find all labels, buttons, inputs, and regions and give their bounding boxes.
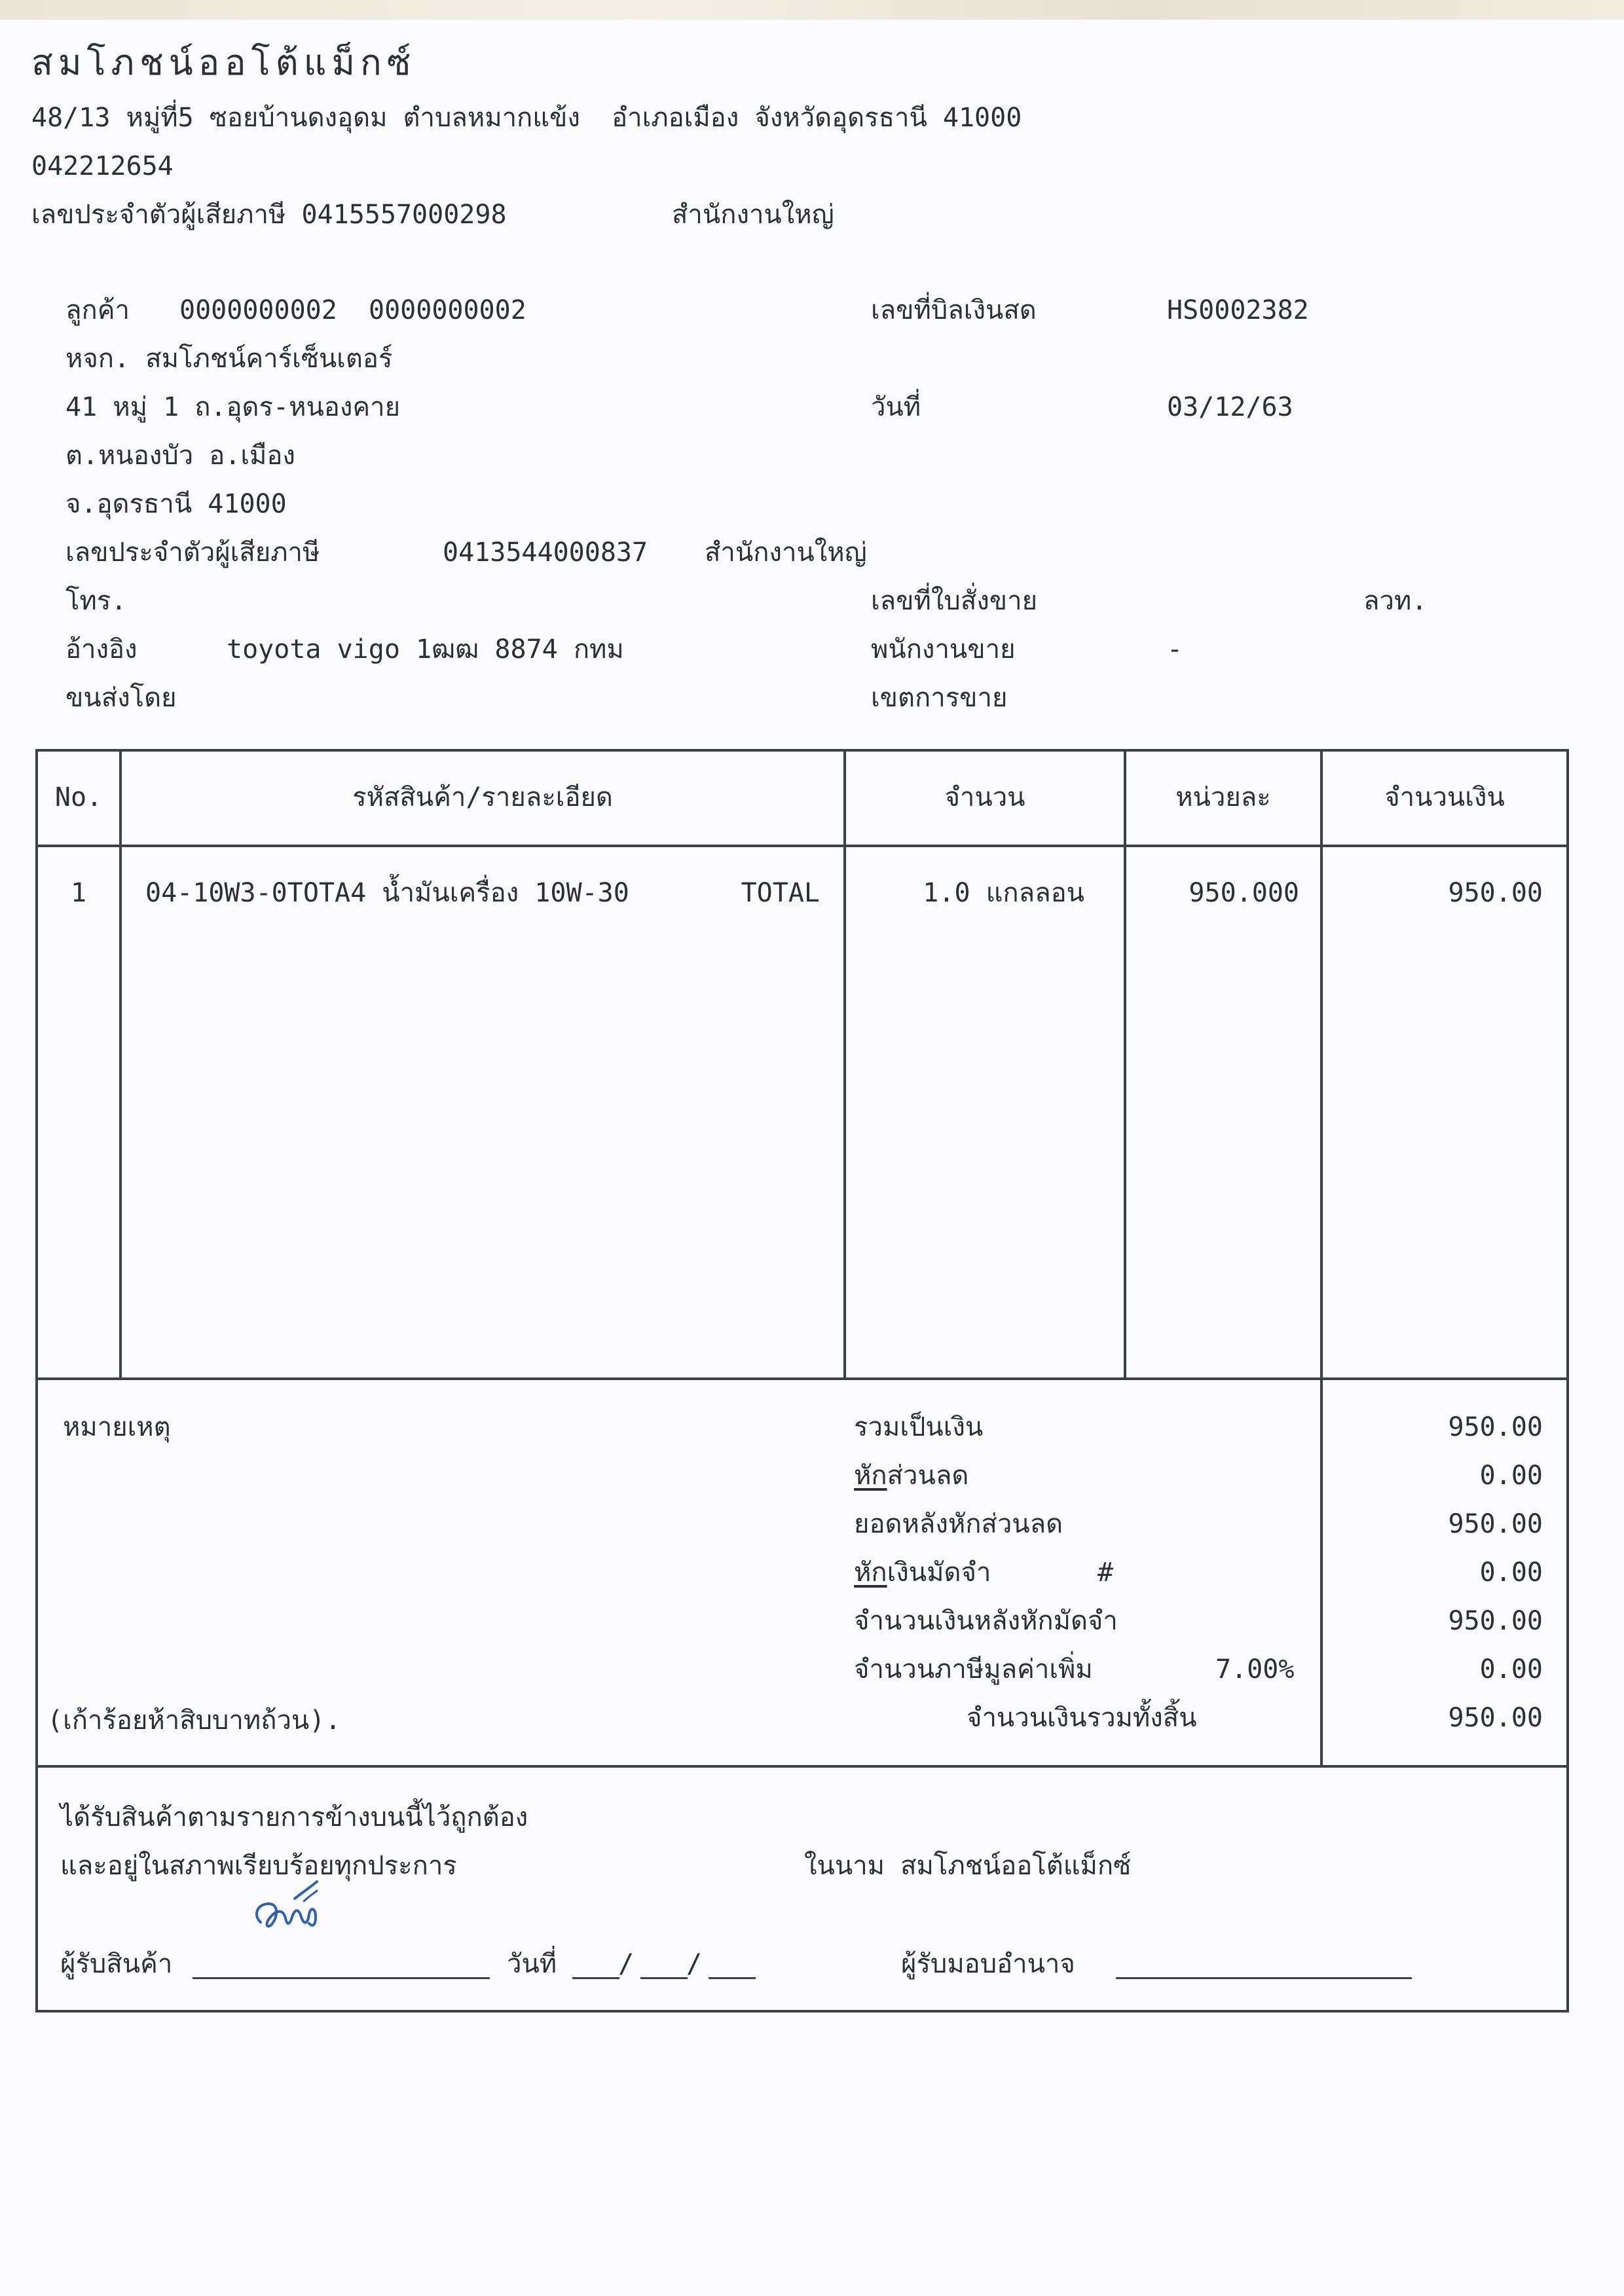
- receive-date-slash-2: /: [686, 1949, 703, 1979]
- company-phone: 042212654: [31, 151, 174, 181]
- customer-reference-label: อ้างอิง: [65, 634, 138, 665]
- bill-date: 03/12/63: [1167, 392, 1293, 422]
- row-code-desc: 04-10W3-0TOTA4 น้ำมันเครื่อง 10W-30: [145, 878, 629, 908]
- salesperson-value: -: [1167, 634, 1183, 665]
- customer-phone-label: โทร.: [65, 586, 127, 616]
- customer-address-1: 41 หมู่ 1 ถ.อุดร-หนองคาย: [65, 392, 401, 422]
- company-name: สมโภชน์ออโต้แม็กซ์: [31, 42, 416, 83]
- remark-label: หมายเหตุ: [63, 1412, 171, 1442]
- after-discount-value: 950.00: [1448, 1509, 1543, 1539]
- sales-order-value: ลวท.: [1363, 586, 1428, 616]
- bill-date-label: วันที่: [871, 392, 921, 422]
- customer-name: หจก. สมโภชน์คาร์เซ็นเตอร์: [65, 344, 393, 374]
- amount-in-words: (เก้าร้อยห้าสิบบาทถ้วน).: [47, 1705, 341, 1736]
- customer-shipping-label: ขนส่งโดย: [65, 683, 177, 713]
- header-divider: [35, 845, 1569, 847]
- row-amount: 950.00: [1448, 878, 1543, 908]
- deposit-hash: #: [1098, 1558, 1114, 1588]
- receive-date-month-line: [640, 1977, 688, 1979]
- summary-bottom-divider: [35, 1765, 1569, 1768]
- customer-label: ลูกค้า: [65, 295, 130, 325]
- discount-label-rest: ส่วนลด: [887, 1461, 969, 1491]
- grand-total-value: 950.00: [1448, 1703, 1543, 1733]
- company-tax-id: เลขประจำตัวผู้เสียภาษี 0415557000298: [31, 200, 507, 230]
- customer-tax-label: เลขประจำตัวผู้เสียภาษี: [65, 538, 320, 568]
- col-divider-2: [843, 749, 846, 1379]
- deposit-label: [854, 1557, 991, 1588]
- col-divider-3: [1124, 749, 1126, 1379]
- receiver-signature: [249, 1871, 341, 1943]
- subtotal-value: 950.00: [1448, 1412, 1543, 1442]
- discount-prefix: หัก: [854, 1461, 887, 1491]
- on-behalf: ในนาม สมโภชน์ออโต้แม็กซ์: [804, 1851, 1132, 1881]
- after-deposit-value: 950.00: [1448, 1606, 1543, 1636]
- after-deposit-label: จำนวนเงินหลังหักมัดจำ: [854, 1606, 1118, 1636]
- header-no: No.: [54, 782, 103, 812]
- salesperson-label: พนักงานขาย: [871, 634, 1016, 665]
- receiver-label: ผู้รับสินค้า: [60, 1949, 173, 1979]
- receive-date-slash-1: /: [618, 1949, 635, 1979]
- authorized-signature-line: [1116, 1977, 1412, 1979]
- receive-date-day-line: [572, 1977, 619, 1979]
- discount-label: [854, 1460, 969, 1491]
- header-quantity: จำนวน: [944, 782, 1025, 812]
- vat-rate: 7.00%: [1215, 1654, 1295, 1685]
- customer-address-2: ต.หนองบัว อ.เมือง: [65, 441, 295, 471]
- received-line-2: และอยู่ในสภาพเรียบร้อยทุกประการ: [60, 1851, 457, 1881]
- customer-tax-id: 0413544000837: [443, 538, 648, 568]
- bill-number: HS0002382: [1167, 295, 1309, 325]
- company-branch: สำนักงานใหญ่: [672, 200, 834, 230]
- customer-address-3: จ.อุดรธานี 41000: [65, 489, 287, 519]
- subtotal-label: รวมเป็นเงิน: [854, 1412, 984, 1442]
- col-divider-1: [119, 749, 122, 1379]
- sales-order-label: เลขที่ใบสั่งขาย: [871, 586, 1038, 616]
- deposit-value: 0.00: [1479, 1558, 1543, 1588]
- sales-area-label: เขตการขาย: [871, 683, 1008, 713]
- items-bottom-divider: [35, 1377, 1569, 1380]
- receiver-signature-line: [193, 1977, 490, 1979]
- header-description: รหัสสินค้า/รายละเอียด: [352, 782, 613, 812]
- customer-branch: สำนักงานใหญ่: [705, 538, 867, 568]
- row-unit-price: 950.000: [1189, 878, 1299, 908]
- header-unit-price: หน่วยละ: [1175, 782, 1271, 812]
- row-quantity: 1.0 แกลลอน: [923, 878, 1084, 908]
- vat-value: 0.00: [1479, 1654, 1543, 1685]
- company-address: 48/13 หมู่ที่5 ซอยบ้านดงอุดม ตำบลหมากแข้ง อำเภอเมือง จังหวัดอุดรธานี 41000: [31, 103, 1022, 133]
- received-line-1: ได้รับสินค้าตามรายการข้างบนนี้ไว้ถูกต้อง: [60, 1802, 528, 1832]
- header-amount: จำนวนเงิน: [1384, 782, 1505, 812]
- row-brand: TOTAL: [741, 878, 820, 908]
- bill-number-label: เลขที่บิลเงินสด: [871, 295, 1037, 325]
- scan-edge: [0, 0, 1624, 20]
- deposit-prefix: หัก: [854, 1558, 887, 1588]
- deposit-label-rest: เงินมัดจำ: [887, 1558, 991, 1588]
- discount-value: 0.00: [1479, 1461, 1543, 1491]
- receive-date-label: วันที่: [507, 1949, 557, 1979]
- after-discount-label: ยอดหลังหักส่วนลด: [854, 1509, 1063, 1539]
- authorized-label: ผู้รับมอบอำนาจ: [901, 1949, 1075, 1979]
- row-no: 1: [70, 878, 87, 908]
- vat-label: จำนวนภาษีมูลค่าเพิ่ม: [854, 1654, 1093, 1685]
- receive-date-year-line: [709, 1977, 756, 1979]
- grand-total-label: จำนวนเงินรวมทั้งสิ้น: [967, 1703, 1197, 1733]
- customer-reference-value: toyota vigo 1ฒฒ 8874 กทม: [227, 634, 624, 665]
- customer-codes: 0000000002 0000000002: [179, 295, 526, 325]
